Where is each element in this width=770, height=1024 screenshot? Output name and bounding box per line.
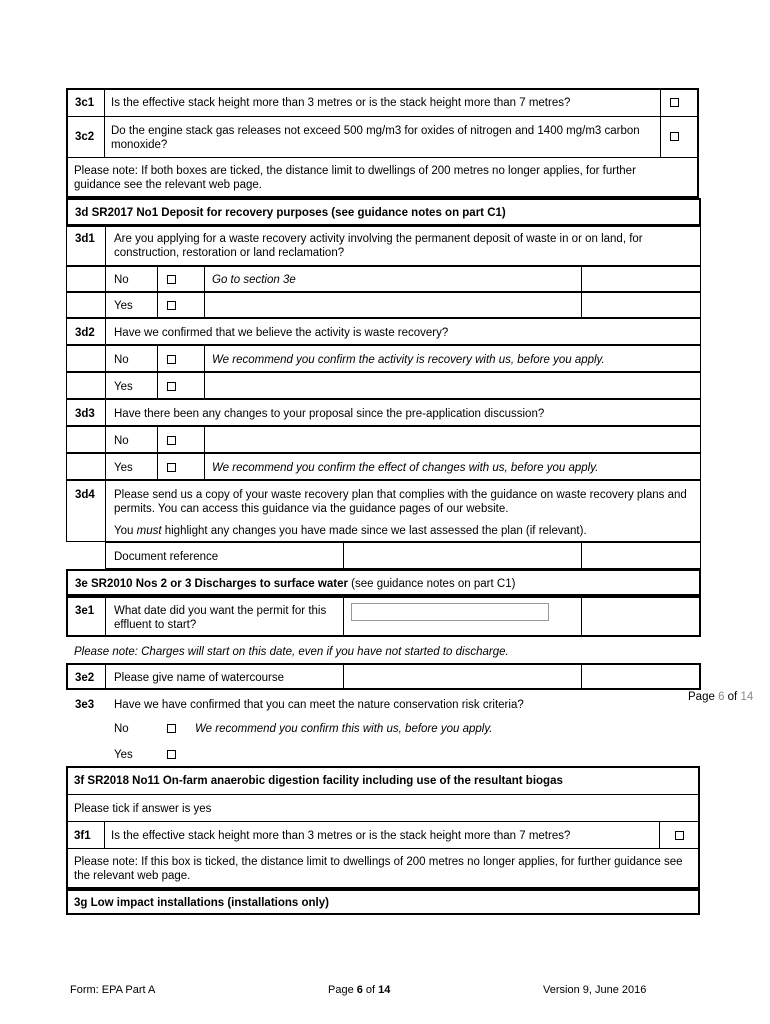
option-no-3e3: No	[114, 723, 129, 735]
question-code-3d3: 3d3	[75, 408, 95, 420]
checkbox-3d3-no[interactable]	[167, 436, 176, 445]
checkbox-3d1-yes[interactable]	[167, 301, 176, 310]
option-no-3d2: No	[114, 354, 129, 366]
note-3e1: Please note: Charges will start on this date, even if you have not started to discharge.	[74, 646, 509, 658]
section-3g-heading-box	[66, 889, 700, 915]
document-reference-label: Document reference	[114, 551, 219, 563]
checkbox-3d3-yes[interactable]	[167, 463, 176, 472]
option-yes-3d1: Yes	[114, 300, 133, 312]
section-3f-heading: 3f SR2018 No11 On-farm anaerobic digestion facility including use of the resultant biogas	[74, 775, 563, 787]
note-3c: Please note: If both boxes are ticked, the distance limit to dwellings of 200 metres no longer applies, for further guidance see the relevant web page.	[74, 165, 636, 191]
question-text-3d3: Have there been any changes to your proposal since the pre-application discussion?	[114, 408, 545, 420]
question-code-3c1: 3c1	[75, 97, 95, 109]
question-code-3d1: 3d1	[75, 233, 95, 245]
start-date-input[interactable]	[351, 603, 549, 621]
question-code-3e1: 3e1	[75, 605, 95, 617]
section-3e-heading-box	[66, 569, 701, 596]
option-no-3d3: No	[114, 435, 129, 447]
question-text-3c2: Do the engine stack gas releases not exceed 500 mg/m3 for oxides of nitrogen and 1400 mg/m3 carbon monoxide?	[111, 125, 640, 151]
option-yes-3d2: Yes	[114, 381, 133, 393]
question-text-3d4: Please send us a copy of your waste recovery plan that complies with the guidance on waste recovery plans and permits. You can access this guidance via the guidance pages of our website.	[114, 489, 687, 515]
question-code-3e2: 3e2	[75, 672, 95, 684]
section-3g-heading: 3g Low impact installations (installations only)	[74, 897, 329, 909]
question-code-3d2: 3d2	[75, 327, 95, 339]
section-3d-heading-box	[66, 198, 701, 226]
option-yes-3e3: Yes	[114, 749, 133, 761]
note-3d1-no: Go to section 3e	[212, 274, 296, 286]
page-indicator-overlay: Page 6 of 14	[688, 691, 754, 703]
row-3d2-yes	[66, 372, 701, 399]
question-code-3f1: 3f1	[74, 830, 91, 842]
question-code-3d4: 3d4	[75, 489, 95, 501]
footer-form-name: Form: EPA Part A	[70, 984, 156, 996]
question-text-3d2: Have we confirmed that we believe the activity is waste recovery?	[114, 327, 449, 339]
question-code-3c2: 3c2	[75, 131, 95, 143]
checkbox-3e3-yes[interactable]	[167, 750, 176, 759]
tick-instruction-3f: Please tick if answer is yes	[74, 803, 212, 815]
document-reference-input[interactable]	[345, 544, 580, 567]
question-text-3f1: Is the effective stack height more than 3 metres or is the stack height more than 7 metres?	[111, 830, 571, 842]
checkbox-3c1[interactable]	[670, 98, 679, 107]
section-3e-heading: 3e SR2010 Nos 2 or 3 Discharges to surface water (see guidance notes on part C1)	[75, 578, 516, 590]
option-yes-3d3: Yes	[114, 462, 133, 474]
note-3d2-no: We recommend you confirm the activity is recovery with us, before you apply.	[212, 354, 605, 366]
footer-page-number: Page 6 of 14	[328, 984, 391, 996]
row-3d1-no	[66, 266, 701, 292]
row-3d1-yes	[66, 292, 701, 318]
note-3e3-no: We recommend you confirm this with us, before you apply.	[195, 723, 493, 735]
option-no-3d1: No	[114, 274, 129, 286]
checkbox-3d2-yes[interactable]	[167, 382, 176, 391]
question-text-3d1: Are you applying for a waste recovery activity involving the permanent deposit of waste in or on land, for construction, restoration or land reclamation?	[114, 233, 643, 259]
row-3d3-no	[66, 426, 701, 453]
watercourse-input[interactable]	[345, 665, 580, 688]
question-text-3e1: What date did you want the permit for this effluent to start?	[114, 605, 327, 631]
question-text-3e3: Have we have confirmed that you can meet the nature conservation risk criteria?	[114, 699, 524, 711]
section-3d-heading: 3d SR2017 No1 Deposit for recovery purposes (see guidance notes on part C1)	[75, 207, 506, 219]
footer-version: Version 9, June 2016	[543, 984, 647, 996]
checkbox-3e3-no[interactable]	[167, 724, 176, 733]
checkbox-3c2[interactable]	[670, 132, 679, 141]
question-text-3e2: Please give name of watercourse	[114, 672, 285, 684]
checkbox-3d1-no[interactable]	[167, 275, 176, 284]
note-3f: Please note: If this box is ticked, the distance limit to dwellings of 200 metres no longer applies, for further guidance see the relevant web page.	[74, 856, 683, 882]
checkbox-3d2-no[interactable]	[167, 355, 176, 364]
checkbox-3f1[interactable]	[675, 831, 684, 840]
note-3d3-yes: We recommend you confirm the effect of changes with us, before you apply.	[212, 462, 599, 474]
question-code-3e3: 3e3	[75, 699, 95, 711]
question-text-3d4-must: You must highlight any changes you have made since we last assessed the plan (if relevant).	[114, 525, 587, 537]
question-text-3c1: Is the effective stack height more than 3 metres or is the stack height more than 7 metres?	[111, 97, 571, 109]
